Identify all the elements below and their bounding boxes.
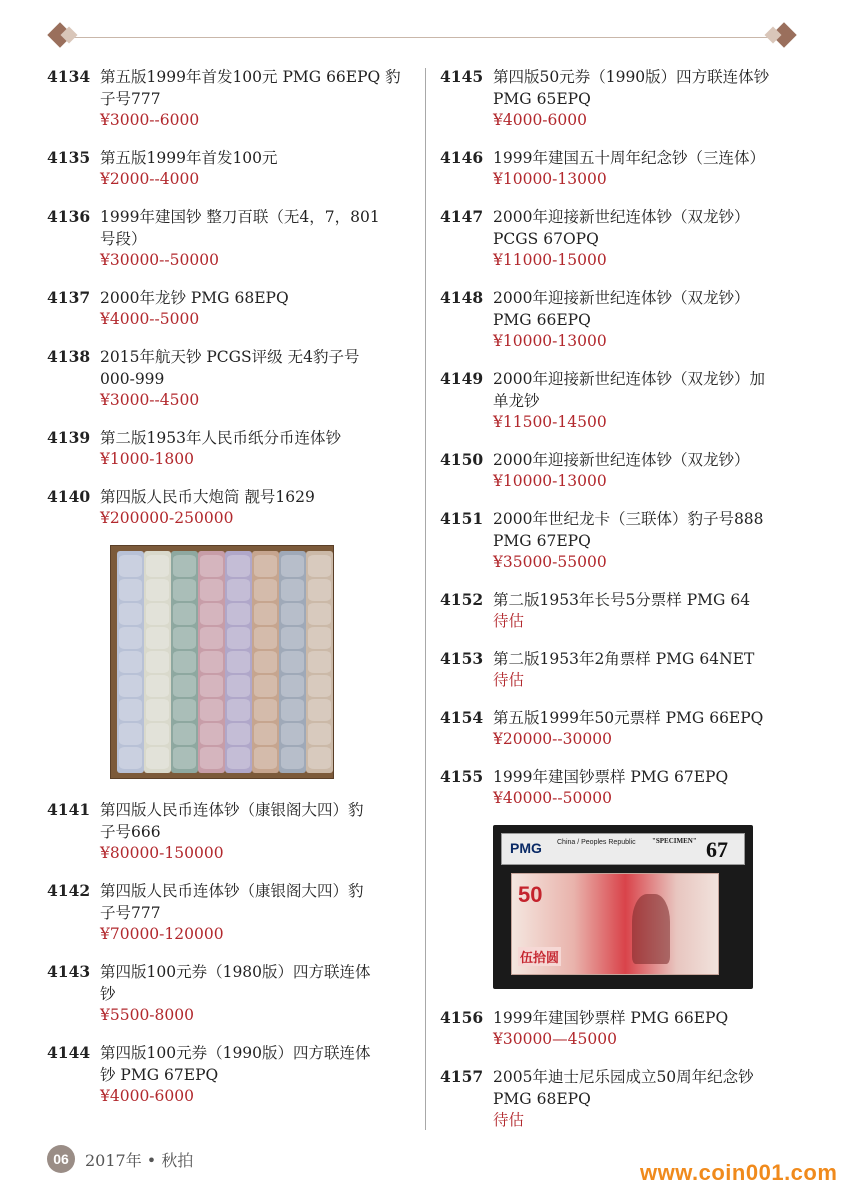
lot-description: 1999年建国钞 整刀百联（无4，7，801 — [100, 208, 380, 226]
lot-number: 4139 — [47, 428, 91, 447]
roll-band — [227, 651, 250, 673]
lot-body — [493, 1007, 805, 1050]
lot-estimate: ¥35000-55000 — [493, 553, 607, 571]
lot-body — [100, 1042, 412, 1107]
banknote-image — [511, 873, 719, 975]
lot-estimate: ¥200000-250000 — [100, 509, 234, 527]
lot-description: 子号777 — [100, 90, 161, 108]
lot-item — [440, 1066, 805, 1131]
roll-band — [200, 603, 223, 625]
lot-description: 第二版1953年人民币纸分币连体钞 — [100, 429, 341, 447]
lot-number: 4143 — [47, 962, 91, 981]
lot-description: PMG 67EPQ — [493, 532, 591, 550]
lot-estimate: ¥5500-8000 — [100, 1006, 194, 1024]
roll-band — [281, 675, 304, 697]
lot-description: 第五版1999年首发100元 PMG 66EPQ 豹 — [100, 68, 401, 86]
roll-band — [119, 651, 142, 673]
lot-number: 4136 — [47, 207, 91, 226]
roll-band — [119, 555, 142, 577]
lot-estimate: ¥70000-120000 — [100, 925, 224, 943]
lot-item — [440, 206, 805, 271]
roll-band — [281, 579, 304, 601]
note-denomination-text: 伍拾圆 — [518, 947, 561, 966]
lot-description: 000-999 — [100, 370, 165, 388]
roll-band — [173, 747, 196, 769]
footer-title: 2017年 • 秋拍 — [85, 1151, 194, 1170]
roll-band — [200, 627, 223, 649]
lot-description: 1999年建国钞票样 PMG 67EPQ — [493, 768, 729, 786]
roll-band — [173, 627, 196, 649]
lot-number: 4150 — [440, 450, 484, 469]
roll-band — [308, 579, 331, 601]
roll-band — [173, 651, 196, 673]
lot-number: 4140 — [47, 487, 91, 506]
roll-band — [200, 747, 223, 769]
lot-body — [493, 66, 805, 131]
lot-estimate: 待估 — [493, 671, 525, 689]
banknote-roll — [252, 551, 279, 773]
lot-description: PMG 66EPQ — [493, 311, 591, 329]
roll-band — [119, 579, 142, 601]
lot-item — [440, 766, 805, 809]
lot-body — [100, 287, 412, 330]
lot-description: 子号666 — [100, 823, 161, 841]
roll-band — [281, 627, 304, 649]
lot-description: 2000年迎接新世纪连体钞（双龙钞） — [493, 208, 750, 226]
right-column — [440, 66, 805, 1147]
header-rule — [55, 37, 791, 38]
roll-band — [281, 555, 304, 577]
banknote-roll — [306, 551, 333, 773]
lot-number: 4144 — [47, 1043, 91, 1062]
lot-number: 4145 — [440, 67, 484, 86]
roll-band — [119, 603, 142, 625]
roll-band — [254, 651, 277, 673]
roll-band — [308, 699, 331, 721]
lot-body — [100, 880, 412, 945]
lot-body — [493, 449, 805, 492]
lot-item — [47, 287, 412, 330]
roll-band — [146, 627, 169, 649]
lot-body — [493, 508, 805, 573]
roll-band — [227, 555, 250, 577]
roll-band — [281, 603, 304, 625]
lot-description: 1999年建国五十周年纪念钞（三连体） — [493, 149, 765, 167]
lot-body — [493, 1066, 805, 1131]
watermark: www.coin001.com — [640, 1160, 838, 1185]
lot-estimate: ¥11000-15000 — [493, 251, 607, 269]
lot-item — [47, 206, 412, 271]
lot-description: 第五版1999年50元票样 PMG 66EPQ — [493, 709, 764, 727]
lot-estimate: ¥20000--30000 — [493, 730, 612, 748]
banknote-roll — [144, 551, 171, 773]
lot-description: 第四版50元券（1990版）四方联连体钞 — [493, 68, 770, 86]
roll-band — [119, 675, 142, 697]
lot-item — [47, 799, 412, 864]
lot-item — [440, 589, 805, 632]
lot-item — [440, 287, 805, 352]
graded-note-slab-photo — [493, 825, 753, 989]
lot-estimate: ¥10000-13000 — [493, 170, 607, 188]
lot-number: 4142 — [47, 881, 91, 900]
banknote-roll — [117, 551, 144, 773]
roll-band — [227, 699, 250, 721]
lot-estimate: ¥2000--4000 — [100, 170, 200, 188]
banknote-roll — [171, 551, 198, 773]
roll-band — [281, 723, 304, 745]
banknote-roll — [225, 551, 252, 773]
banknote-roll — [198, 551, 225, 773]
lot-body — [100, 147, 412, 190]
roll-band — [200, 555, 223, 577]
roll-band — [173, 675, 196, 697]
roll-band — [308, 603, 331, 625]
roll-band — [200, 579, 223, 601]
roll-band — [173, 723, 196, 745]
lot-body — [100, 961, 412, 1026]
roll-band — [146, 651, 169, 673]
lot-item — [440, 1007, 805, 1050]
roll-band — [254, 747, 277, 769]
lot-estimate: ¥30000--50000 — [100, 251, 219, 269]
roll-band — [227, 627, 250, 649]
slab-label — [501, 833, 745, 865]
lot-body — [493, 287, 805, 352]
lot-body — [493, 206, 805, 271]
lot-description: 2000年世纪龙卡（三联体）豹子号888 — [493, 510, 764, 528]
roll-band — [146, 747, 169, 769]
roll-band — [227, 747, 250, 769]
lot-description: 2000年龙钞 PMG 68EPQ — [100, 289, 289, 307]
lot-item — [47, 66, 412, 131]
lot-description: 第二版1953年2角票样 PMG 64NET — [493, 650, 755, 668]
lot-estimate: 待估 — [493, 612, 525, 630]
lot-description: 第四版100元券（1980版）四方联连体 — [100, 963, 371, 981]
lot-body — [493, 589, 805, 632]
lot-estimate: ¥40000--50000 — [493, 789, 612, 807]
lot-item — [47, 346, 412, 411]
lot-description: 钞 PMG 67EPQ — [100, 1066, 219, 1084]
lot-estimate: ¥30000—45000 — [493, 1030, 617, 1048]
roll-band — [308, 627, 331, 649]
lot-description: 第四版人民币连体钞（康银阁大四）豹 — [100, 882, 364, 900]
roll-band — [308, 651, 331, 673]
note-portrait — [632, 894, 670, 964]
lot-body — [100, 799, 412, 864]
banknote-rolls-photo — [110, 545, 334, 779]
roll-band — [146, 723, 169, 745]
lot-number: 4135 — [47, 148, 91, 167]
page-number-badge: 06 — [47, 1145, 75, 1173]
roll-band — [119, 627, 142, 649]
lot-body — [493, 766, 805, 809]
lot-estimate: ¥4000--5000 — [100, 310, 200, 328]
roll-band — [119, 699, 142, 721]
slab-grade: 67 — [706, 837, 728, 862]
lot-item — [440, 508, 805, 573]
lot-description: 第五版1999年首发100元 — [100, 149, 278, 167]
lot-body — [493, 368, 805, 433]
lot-number: 4153 — [440, 649, 484, 668]
slab-label-text: China / Peoples Republic — [557, 839, 636, 846]
lot-number: 4151 — [440, 509, 484, 528]
roll-band — [173, 699, 196, 721]
lot-item — [47, 961, 412, 1026]
lot-description: 2005年迪士尼乐园成立50周年纪念钞 — [493, 1068, 754, 1086]
roll-band — [254, 603, 277, 625]
lot-body — [100, 346, 412, 411]
column-divider — [425, 68, 426, 1130]
lot-number: 4149 — [440, 369, 484, 388]
lot-estimate: ¥1000-1800 — [100, 450, 194, 468]
roll-band — [227, 723, 250, 745]
lot-description: 2000年迎接新世纪连体钞（双龙钞） — [493, 289, 750, 307]
lot-description: 第四版100元券（1990版）四方联连体 — [100, 1044, 371, 1062]
lot-number: 4154 — [440, 708, 484, 727]
lot-body — [100, 486, 412, 529]
lot-body — [100, 206, 412, 271]
lot-number: 4141 — [47, 800, 91, 819]
lot-body — [493, 648, 805, 691]
lot-description: 2000年迎接新世纪连体钞（双龙钞） — [493, 451, 750, 469]
lot-number: 4156 — [440, 1008, 484, 1027]
lot-estimate: ¥80000-150000 — [100, 844, 224, 862]
lot-body — [493, 707, 805, 750]
roll-band — [173, 603, 196, 625]
roll-band — [146, 555, 169, 577]
lot-description: 第二版1953年长号5分票样 PMG 64 — [493, 591, 751, 609]
lot-item — [47, 1042, 412, 1107]
lot-description: 2000年迎接新世纪连体钞（双龙钞）加 — [493, 370, 765, 388]
slab-brand: PMG — [510, 840, 542, 856]
roll-band — [146, 675, 169, 697]
lot-estimate: 待估 — [493, 1111, 525, 1129]
lot-item — [47, 427, 412, 470]
roll-band — [200, 723, 223, 745]
lot-number: 4148 — [440, 288, 484, 307]
roll-band — [308, 675, 331, 697]
lot-estimate: ¥4000-6000 — [493, 111, 587, 129]
lot-estimate: ¥11500-14500 — [493, 413, 607, 431]
roll-band — [227, 579, 250, 601]
lot-item — [440, 648, 805, 691]
lot-number: 4155 — [440, 767, 484, 786]
lot-number: 4146 — [440, 148, 484, 167]
lot-estimate: ¥10000-13000 — [493, 332, 607, 350]
roll-band — [254, 675, 277, 697]
lot-estimate: ¥10000-13000 — [493, 472, 607, 490]
roll-band — [173, 555, 196, 577]
lot-description: 钞 — [100, 985, 116, 1003]
roll-band — [200, 675, 223, 697]
roll-band — [200, 699, 223, 721]
roll-band — [308, 723, 331, 745]
roll-band — [173, 579, 196, 601]
lot-description: 子号777 — [100, 904, 161, 922]
lot-item — [47, 486, 412, 529]
note-denomination: 50 — [518, 882, 543, 907]
lot-item — [440, 66, 805, 131]
lot-estimate: ¥3000--6000 — [100, 111, 200, 129]
banknote-roll — [279, 551, 306, 773]
lot-description: PMG 65EPQ — [493, 90, 591, 108]
lot-body — [100, 427, 412, 470]
lot-description: 1999年建国钞票样 PMG 66EPQ — [493, 1009, 729, 1027]
roll-band — [254, 699, 277, 721]
lot-description: PCGS 67OPQ — [493, 230, 599, 248]
roll-band — [308, 555, 331, 577]
roll-band — [281, 747, 304, 769]
roll-band — [308, 747, 331, 769]
lot-description: 第四版人民币连体钞（康银阁大四）豹 — [100, 801, 364, 819]
slab-specimen: "SPECIMEN" — [652, 837, 697, 845]
lot-body — [493, 147, 805, 190]
lot-body — [100, 66, 412, 131]
lot-number: 4138 — [47, 347, 91, 366]
left-column — [47, 66, 412, 1123]
roll-band — [281, 651, 304, 673]
roll-band — [227, 603, 250, 625]
lot-item — [440, 449, 805, 492]
lot-number: 4157 — [440, 1067, 484, 1086]
lot-estimate: ¥4000-6000 — [100, 1087, 194, 1105]
roll-band — [254, 555, 277, 577]
lot-number: 4134 — [47, 67, 91, 86]
roll-band — [254, 723, 277, 745]
roll-band — [146, 579, 169, 601]
lot-item — [47, 880, 412, 945]
lot-item — [440, 707, 805, 750]
roll-band — [200, 651, 223, 673]
roll-band — [146, 603, 169, 625]
roll-band — [254, 627, 277, 649]
lot-description: 2015年航天钞 PCGS评级 无4豹子号 — [100, 348, 360, 366]
lot-estimate: ¥3000--4500 — [100, 391, 200, 409]
lot-item — [47, 147, 412, 190]
lot-item — [440, 368, 805, 433]
roll-band — [119, 747, 142, 769]
lot-description: 单龙钞 — [493, 392, 540, 410]
roll-band — [227, 675, 250, 697]
roll-band — [281, 699, 304, 721]
lot-number: 4137 — [47, 288, 91, 307]
roll-band — [254, 579, 277, 601]
lot-description: 第四版人民币大炮筒 靓号1629 — [100, 488, 315, 506]
lot-description: 号段） — [100, 230, 147, 248]
lot-description: PMG 68EPQ — [493, 1090, 591, 1108]
roll-band — [146, 699, 169, 721]
roll-band — [119, 723, 142, 745]
lot-number: 4147 — [440, 207, 484, 226]
lot-number: 4152 — [440, 590, 484, 609]
lot-item — [440, 147, 805, 190]
